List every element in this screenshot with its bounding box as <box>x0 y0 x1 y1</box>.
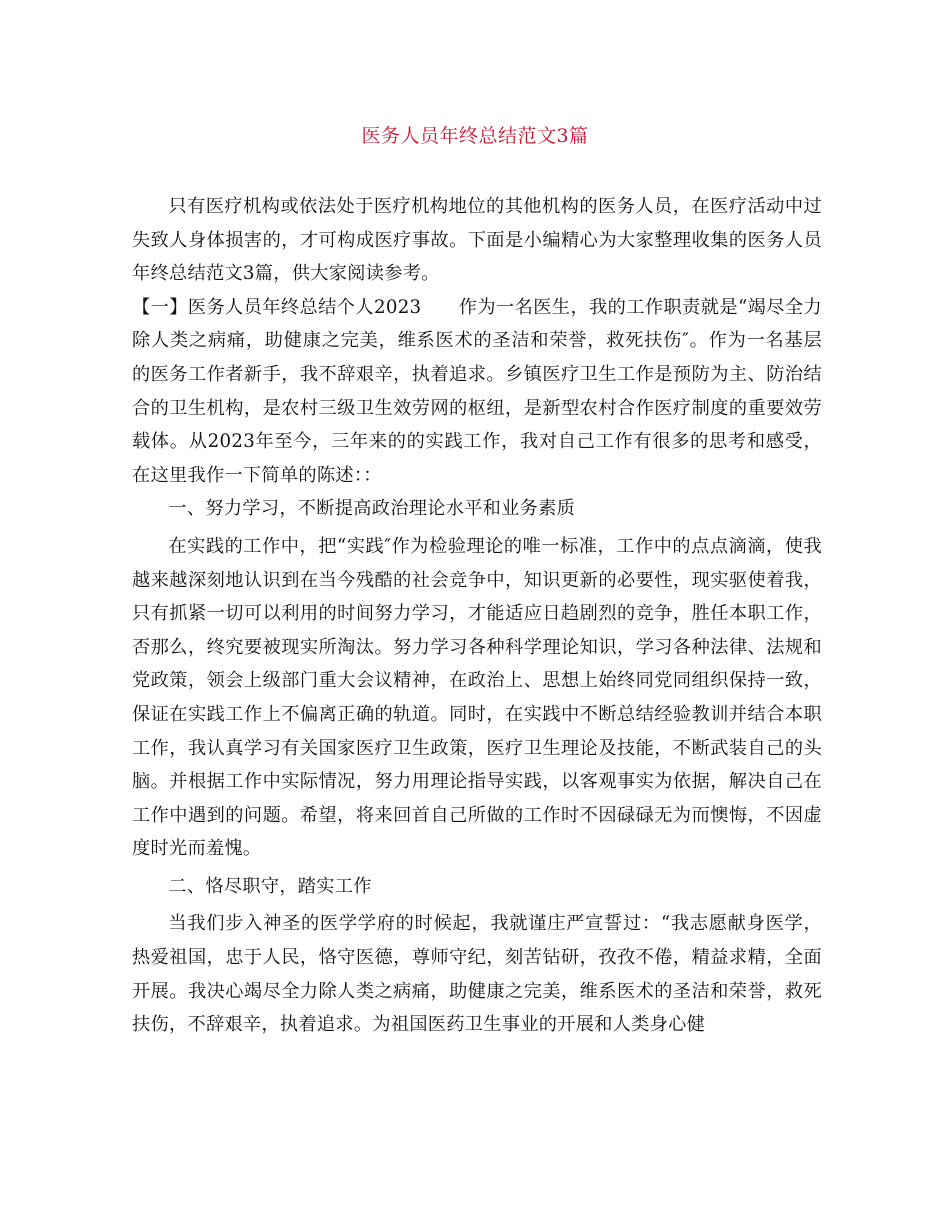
document-title: 医务人员年终总结范文3篇 <box>361 125 589 147</box>
document-body <box>132 190 822 1042</box>
heading-study: 一、努力学习，不断提高政治理论水平和业务素质 <box>168 498 576 520</box>
intro-paragraph: 只有医疗机构或依法处于医疗机构地位的其他机构的医务人员，在医疗活动中过失致人身体损害的，才可构成医疗事故。下面是小编精心为大家整理收集的医务人员年终总结范文3篇，供大家阅读参考。 <box>132 196 822 285</box>
study-paragraph: 在实践的工作中，把“实践″作为检验理论的唯一标准，工作中的点点滴滴，使我越来越深刻地认识到在当今残酷的社会竞争中，知识更新的必要性，现实驱使着我，只有抓紧一切可以利用的时间努力学习，才能适应日趋剧烈的竞争，胜任本职工作，否那么，终究要被现实所淘汰。努力学习各种科学理论知识，学习各种法律、法规和党政策，领会上级部门重大会议精神，在政治上、思想上始终同党同组织保持一致，保证在实践工作上不偏离正确的轨道。同时，在实践中不断总结经验教训并结合本职工作，我认真学习有关国家医疗卫生政策，医疗卫生理论及技能，不断武装自己的头脑。并根据工作中实际情况，努力用理论指导实践，以客观事实为依据，解决自己在工作中遇到的问题。希望，将来回首自己所做的工作时不因碌碌无为而懊悔，不因虚度时光而羞愧。 <box>132 535 822 860</box>
heading-duty: 二、恪尽职守，踏实工作 <box>168 875 372 897</box>
section-one-paragraph: 【一】医务人员年终总结个人2023 作为一名医生，我的工作职责就是“竭尽全力除人类之病痛，助健康之完美，维系医术的圣洁和荣誉，救死扶伤″。作为一名基层的医务工作者新手，我不辞艰辛，执着追求。乡镇医疗卫生工作是预防为主、防治结合的卫生机构，是农村三级卫生效劳网的枢纽，是新型农村合作医疗制度的重要效劳载体。从2023年至今，三年来的的实践工作，我对自己工作有很多的思考和感受，在这里我作一下简单的陈述：： <box>132 296 822 486</box>
duty-paragraph: 当我们步入神圣的医学学府的时候起，我就谨庄严宣誓过：“我志愿献身医学，热爱祖国，忠于人民，恪守医德，尊师守纪，刻苦钻研，孜孜不倦，精益求精，全面开展。我决心竭尽全力除人类之病痛，助健康之完美，维系医术的圣洁和荣誉，救死扶伤，不辞艰辛，执着追求。为祖国医药卫生事业的开展和人类身心健 <box>132 913 822 1036</box>
